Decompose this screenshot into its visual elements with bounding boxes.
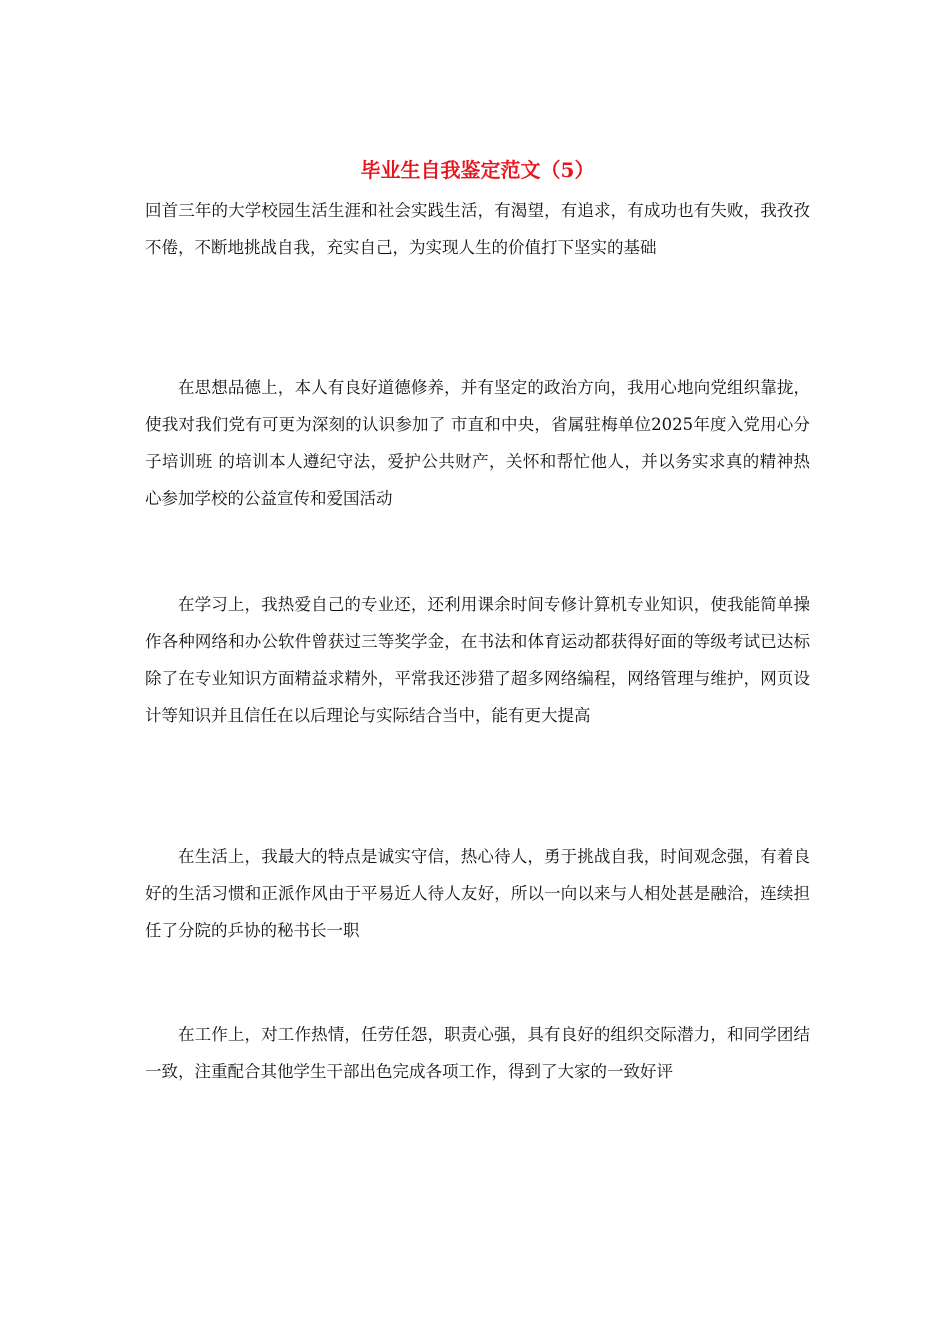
paragraph-work: 在工作上，对工作热情，任劳任怨，职责心强，具有良好的组织交际潜力，和同学团结一致，注重配合其他学生干部出色完成各项工作，得到了大家的一致好评 xyxy=(145,1025,810,1081)
paragraph-study: 在学习上，我热爱自己的专业还，还利用课余时间专修计算机专业知识，使我能简单操作各种网络和办公软件曾获过三等奖学金，在书法和体育运动都获得好面的等级考试已达标除了在专业知识方面精益求精外，平常我还涉猎了超多网络编程，网络管理与维护，网页设计等知识并且信任在以后理论与实际结合当中，能有更大提高 xyxy=(145,595,810,725)
paragraph-intro: 回首三年的大学校园生活生涯和社会实践生活，有渴望，有追求，有成功也有失败，我孜孜不倦，不断地挑战自我，充实自己，为实现人生的价值打下坚实的基础 xyxy=(145,201,810,257)
document-title: 毕业生自我鉴定范文（5） xyxy=(360,158,595,182)
paragraph-life: 在生活上，我最大的特点是诚实守信，热心待人，勇于挑战自我，时间观念强，有着良好的生活习惯和正派作风由于平易近人待人友好，所以一向以来与人相处甚是融洽，连续担任了分院的乒协的秘书长一职 xyxy=(145,847,810,940)
paragraph-ideology: 在思想品德上，本人有良好道德修养，并有坚定的政治方向，我用心地向党组织靠拢，使我对我们党有可更为深刻的认识参加了 市直和中央，省属驻梅单位2025年度入党用心分子培训班 的培训本人遵纪守法，爱护公共财产，关怀和帮忙他人，并以务实求真的精神热心参加学校的公益宣传和爱国活动 xyxy=(145,378,810,508)
